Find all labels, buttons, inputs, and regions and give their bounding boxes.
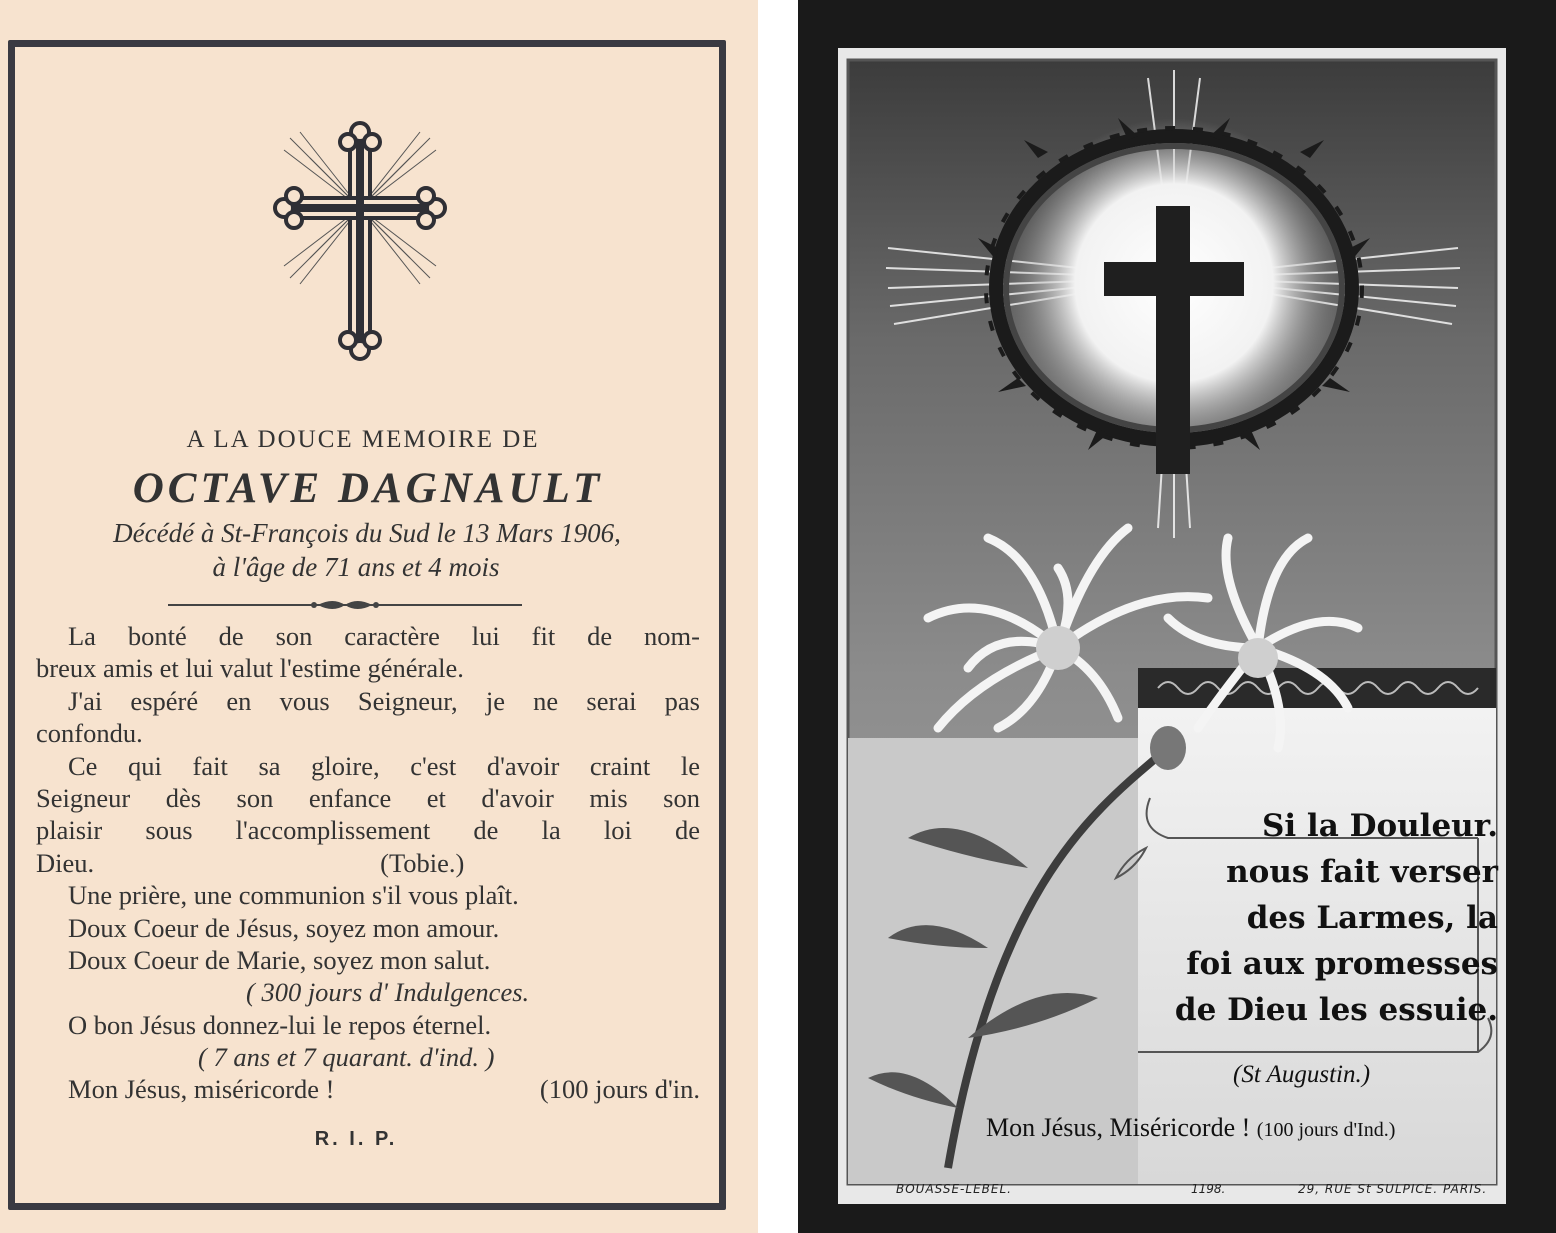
quote-line: foi aux promesses <box>1186 946 1498 982</box>
memorial-text-line: La bonté de son caractère lui fit de nom- <box>68 621 700 651</box>
memorial-text <box>36 620 700 1106</box>
prayer-text: Mon Jésus, Miséricorde ! <box>986 1113 1251 1142</box>
prayer-line: O bon Jésus donnez-lui le repos éternel. <box>68 1009 492 1040</box>
memorial-text-word: Dieu. <box>36 847 95 878</box>
indulgence-note: (100 jours d'in. <box>539 1074 700 1105</box>
quote-line: des Larmes, la <box>1246 900 1498 936</box>
printer-name: BOUASSE-LEBEL. <box>896 1182 1012 1196</box>
ornamental-divider <box>168 594 522 616</box>
deceased-name: OCTAVE DAGNAULT <box>132 465 604 512</box>
print-number: 1198. <box>1191 1182 1226 1196</box>
closing-prayer <box>986 1113 1395 1143</box>
printer-address: 29, RUE St SULPICE. PARIS. <box>1298 1182 1488 1196</box>
memorial-text-line: plaisir sous l'accomplissement de la loi de <box>36 815 700 846</box>
memorial-card-right <box>798 0 1556 1233</box>
memorial-text-line: breux amis et lui valut l'estime générale. <box>36 653 464 684</box>
memorial-text-line: Ce qui fait sa gloire, c'est d'avoir craint le <box>68 750 700 781</box>
quote-line: Si la Douleur. <box>1261 808 1498 844</box>
prayer-line: Une prière, une communion s'il vous plaît. <box>68 880 519 911</box>
memorial-text-line: Seigneur dès son enfance et d'avoir mis son <box>36 782 700 813</box>
quote-source: (St Augustin.) <box>1233 1061 1371 1088</box>
rip-closing: R. I. P. <box>314 1128 398 1150</box>
memorial-card-left <box>0 0 758 1233</box>
death-details-line-2: à l'âge de 71 ans et 4 mois <box>212 552 500 582</box>
quote-line: nous fait verser <box>1226 854 1498 890</box>
prayer-line <box>36 1073 700 1105</box>
memorial-text-line <box>36 847 700 879</box>
quote-block <box>1138 803 1498 1033</box>
indulgence-note: (100 jours d'Ind.) <box>1256 1119 1396 1141</box>
dedication-heading: A LA DOUCE MEMOIRE DE <box>186 426 540 453</box>
death-details-line-1: Décédé à St-François du Sud le 13 Mars 1906, <box>113 518 621 548</box>
scripture-reference: (Tobie.) <box>380 847 465 878</box>
memorial-text-line: J'ai espéré en vous Seigneur, je ne serai pas <box>68 685 700 716</box>
prayer-line: Doux Coeur de Jésus, soyez mon amour. <box>68 912 500 943</box>
card-illustration-panel <box>838 48 1506 1204</box>
indulgence-note: ( 300 jours d' Indulgences. <box>246 977 530 1008</box>
memorial-text-line: confondu. <box>36 718 143 749</box>
indulgence-note: ( 7 ans et 7 quarant. d'ind. ) <box>198 1042 495 1073</box>
prayer-text: Mon Jésus, miséricorde ! <box>68 1074 335 1105</box>
quote-line: de Dieu les essuie. <box>1174 992 1498 1028</box>
ornate-cross-icon <box>270 118 450 366</box>
prayer-line: Doux Coeur de Marie, soyez mon salut. <box>68 944 491 975</box>
